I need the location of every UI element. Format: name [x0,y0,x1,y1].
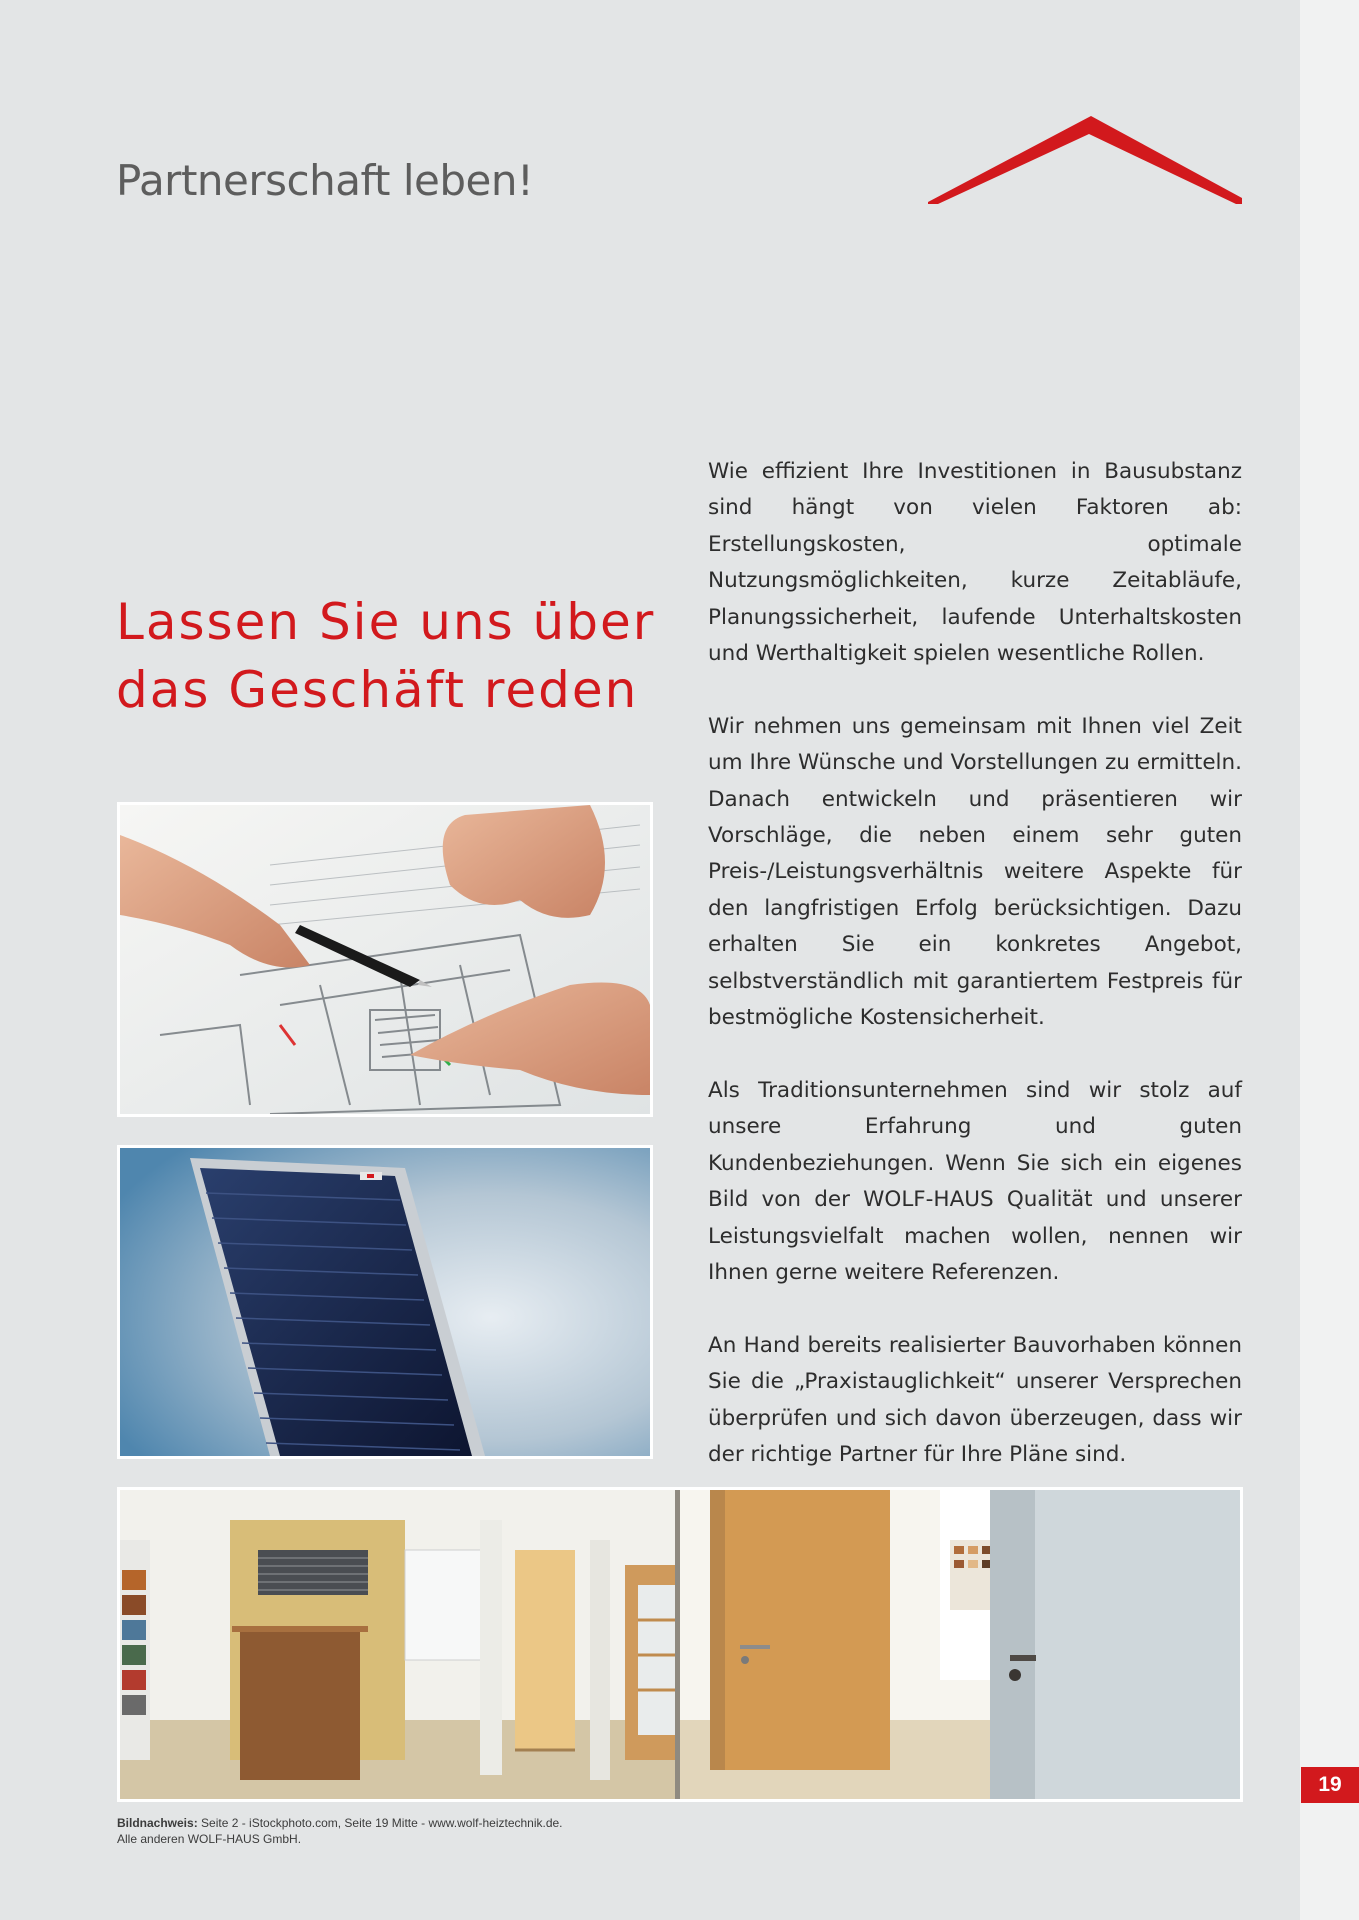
photo-floor-plans [117,802,653,1117]
page-margin-strip [1300,0,1359,1920]
main-headline [116,588,676,724]
page-number: 19 [1301,1767,1359,1803]
photo-solar-panel [117,1145,653,1459]
credits-line-1: Seite 2 - iStockphoto.com, Seite 19 Mitte - www.wolf-heiztechnik.de. [197,1816,563,1830]
headline-line-2: das Geschäft reden [116,661,639,719]
paragraph-efficiency: Wie effizient Ihre Investitionen in Bausubstanz sind hängt von vielen Faktoren ab: Erstellungskosten, optimale Nutzungsmöglichkeiten, kurze Zeitabläufe, Planungssicherheit, laufende Unterhaltskosten und Werthaltigkeit spielen wesentliche Rollen. [708,459,1242,667]
paragraph-tradition: Als Traditionsunternehmen sind wir stolz auf unsere Erfahrung und guten Kundenbeziehungen. Wenn Sie sich ein eigenes Bild von der WOLF-HAUS Qualität und unserer Leistungsvielfalt machen wollen, nennen wir Ihnen gerne weitere Referenzen. [708,1077,1242,1285]
credits-label: Bildnachweis: [117,1816,198,1830]
paragraph-references: An Hand bereits realisierter Bauvorhaben können Sie die „Praxistauglichkeit“ unserer Versprechen überprüfen und sich davon überzeugen, dass wir der richtige Partner für Ihre Pläne sind. [708,1332,1242,1467]
image-credits [117,1815,563,1847]
page-header-title: Partnerschaft leben! [116,156,534,205]
credits-line-2: Alle anderen WOLF-HAUS GmbH. [117,1832,302,1846]
body-text [708,454,1242,1510]
paragraph-planning: Wir nehmen uns gemeinsam mit Ihnen viel Zeit um Ihre Wünsche und Vorstellungen zu ermitteln. Danach entwickeln und präsentieren wir Vorschläge, die neben einem sehr guten Preis-/Leistungsverhältnis weitere Aspekte für den langfristigen Erfolg berücksichtigen. Dazu erhalten Sie ein konkretes Angebot, selbstverständlich mit garantiertem Festpreis für bestmögliche Kostensicherheit. [708,713,1242,1031]
photo-showroom [117,1487,1243,1802]
headline-line-1: Lassen Sie uns über [116,593,656,651]
roof-logo-icon [928,116,1242,204]
